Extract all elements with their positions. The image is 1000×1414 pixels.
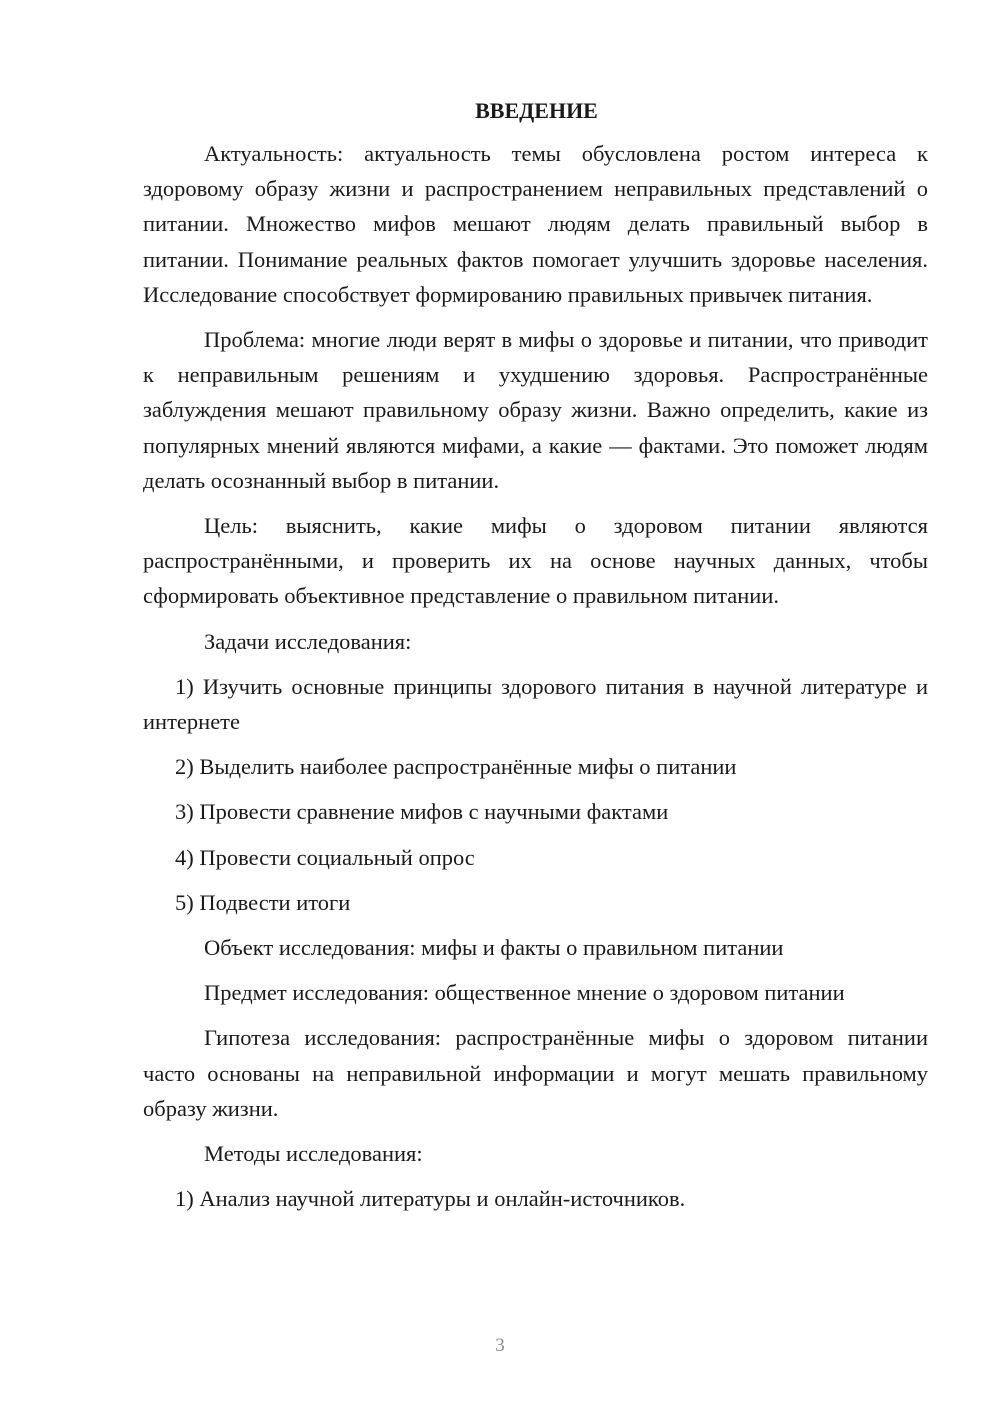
tasks-heading: Задачи исследования: (204, 628, 412, 654)
goal-paragraph: Цель: выяснить, какие мифы о здоровом питании являются распространёнными, и проверить их на основе научных данных, чтобы сформировать объективное представление о правильном питании. (143, 513, 928, 609)
method-item-1: 1) Анализ научной литературы и онлайн-источников. (175, 1186, 686, 1212)
relevance-paragraph: Актуальность: актуальность темы обусловлена ростом интереса к здоровому образу жизни и распространением неправильных представлений о питании. Множество мифов мешают людям делать правильный выбор в питании. Понимание реальных фактов помогает улучшить здоровье населения. Исследование способствует формированию правильных привычек питания. (143, 141, 928, 307)
section-title: ВВЕДЕНИЕ (475, 98, 598, 123)
methods-heading: Методы исследования: (204, 1141, 423, 1167)
task-item-1: 1) Изучить основные принципы здорового питания в научной литературе и интернете (143, 673, 928, 735)
research-subject: Предмет исследования: общественное мнение о здоровом питании (204, 980, 845, 1006)
problem-paragraph: Проблема: многие люди верят в мифы о здоровье и питании, что приводит к неправильным решениям и ухудшению здоровья. Распространённые заблуждения мешают правильному образу жизни. Важно определить, какие из популярных мнений являются мифами, а какие — фактами. Это поможет людям делать осознанный выбор в питании. (143, 327, 928, 493)
task-item-2: 2) Выделить наиболее распространённые мифы о питании (175, 754, 737, 780)
task-item-4: 4) Провести социальный опрос (175, 844, 475, 870)
hypothesis-paragraph: Гипотеза исследования: распространённые мифы о здоровом питании часто основаны на неправильной информации и могут мешать правильному образу жизни. (143, 1025, 928, 1121)
research-object: Объект исследования: мифы и факты о правильном питании (204, 935, 784, 961)
page-content (143, 94, 928, 1216)
task-item-5: 5) Подвести итоги (175, 889, 351, 915)
page-number: 3 (495, 1335, 505, 1356)
task-item-3: 3) Провести сравнение мифов с научными фактами (175, 799, 669, 825)
